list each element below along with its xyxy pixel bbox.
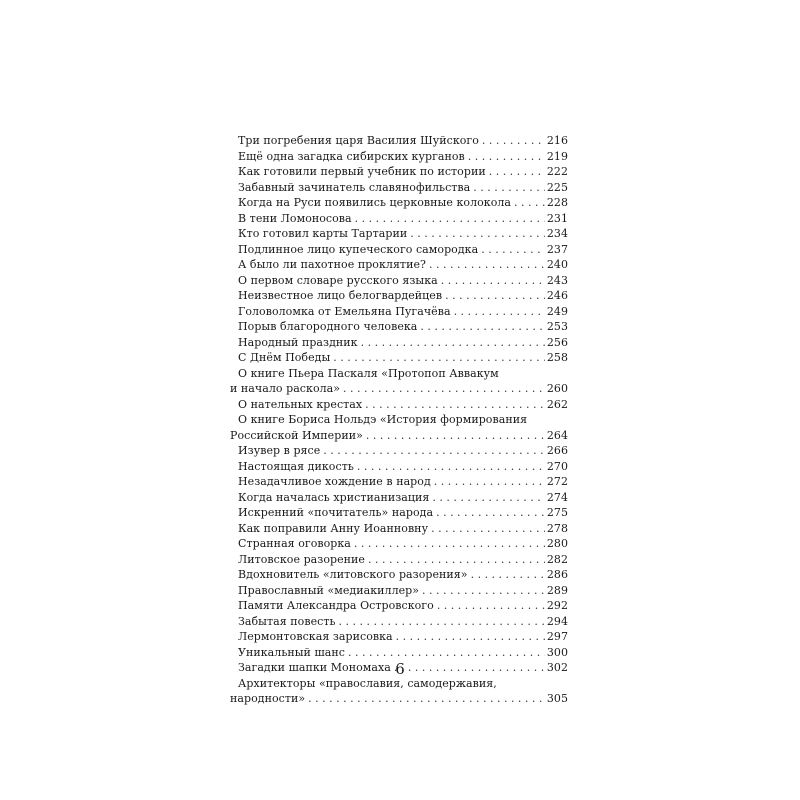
- toc-entry-title: Три погребения царя Василия Шуйского: [238, 134, 479, 147]
- dot-leader: [339, 614, 545, 630]
- toc-entry-page: 216: [546, 134, 568, 147]
- dot-leader: [410, 226, 545, 242]
- dot-leader: [468, 149, 545, 165]
- toc-entry: [230, 350, 568, 366]
- toc-entry-page: 278: [546, 521, 568, 535]
- dot-leader: [323, 443, 545, 459]
- toc-entry: [230, 521, 568, 537]
- toc-entry: [230, 614, 568, 630]
- toc-entry-title: Изувер в рясе: [238, 444, 321, 457]
- toc-entry-title: Забавный зачинатель славянофильства: [238, 180, 471, 194]
- toc-entry: [230, 226, 568, 242]
- toc-entry-title: О книге Бориса Нольдэ «История формирования: [238, 413, 528, 426]
- dot-leader: [481, 242, 545, 258]
- toc-entry-title: Странная оговорка: [238, 537, 351, 550]
- toc-entry-page: 234: [546, 227, 568, 240]
- dot-leader: [441, 273, 545, 289]
- dot-leader: [437, 598, 545, 614]
- toc-entry: [230, 505, 568, 521]
- toc-entry-title: А было ли пахотное проклятие?: [238, 258, 426, 271]
- toc-entry: [230, 443, 568, 459]
- toc-entry-title: Памяти Александра Островского: [238, 599, 434, 612]
- toc-entry-page: 246: [546, 289, 568, 302]
- toc-entry-page: 305: [546, 692, 568, 705]
- toc-entry-title: Ещё одна загадка сибирских курганов: [238, 149, 465, 163]
- toc-entry-title: Лермонтовская зарисовка: [238, 630, 393, 643]
- toc-entry-page: 272: [546, 475, 568, 488]
- toc-entry-title: Подлинное лицо купеческого самородка: [238, 242, 479, 256]
- toc-entry: [230, 149, 568, 165]
- toc-entry-page: 237: [546, 242, 568, 256]
- toc-entry-page: 274: [546, 490, 568, 504]
- toc-entry-title: Российской Империи»: [230, 428, 363, 442]
- dot-leader: [445, 288, 545, 304]
- toc-entry: [230, 335, 568, 351]
- toc-entry: [230, 211, 568, 227]
- dot-leader: [365, 397, 545, 413]
- toc-entry: [230, 273, 568, 289]
- toc-entry-page: 300: [546, 645, 568, 659]
- page-number: 6: [395, 660, 405, 678]
- dot-leader: [361, 335, 545, 351]
- toc-entry-title: Как готовили первый учебник по истории: [238, 165, 486, 178]
- toc-entry: [230, 536, 568, 552]
- dot-leader: [473, 180, 545, 196]
- toc-entry: [230, 164, 568, 180]
- toc-entry-page: 243: [546, 273, 568, 287]
- toc-entry-page: 260: [546, 382, 568, 395]
- toc-entry-page: 297: [546, 630, 568, 643]
- toc-entry-page: 289: [546, 583, 568, 597]
- dot-leader: [432, 490, 544, 506]
- toc-entry-page: 286: [546, 568, 568, 581]
- toc-entry-page: 249: [546, 304, 568, 318]
- toc-entry-title: О первом словаре русского языка: [238, 273, 438, 287]
- toc-entry-title: Народный праздник: [238, 335, 358, 349]
- dot-leader: [357, 459, 545, 475]
- dot-leader: [454, 304, 545, 320]
- dot-leader: [348, 645, 545, 661]
- dot-leader: [368, 552, 545, 568]
- toc-entry-page: 256: [546, 335, 568, 349]
- toc-entry-page: 225: [546, 180, 568, 194]
- toc-entry-title: Порыв благородного человека: [238, 320, 418, 333]
- toc-entry-title: Кто готовил карты Тартарии: [238, 227, 408, 240]
- dot-leader: [471, 567, 545, 583]
- dot-leader: [431, 521, 545, 537]
- toc-entry-page: 262: [546, 397, 568, 411]
- toc-entry-page: 240: [546, 258, 568, 271]
- toc-entry: [230, 257, 568, 273]
- dot-leader: [482, 133, 545, 149]
- dot-leader: [514, 195, 545, 211]
- toc-entry: [230, 490, 568, 506]
- dot-leader: [355, 211, 545, 227]
- toc-entry-page: 253: [546, 320, 568, 333]
- toc-entry: [230, 474, 568, 490]
- dot-leader: [436, 505, 545, 521]
- toc-entry-page: 292: [546, 599, 568, 612]
- toc-entry-title: Забытая повесть: [238, 614, 336, 628]
- toc-entry-page: 280: [546, 537, 568, 550]
- toc-entry: [230, 567, 568, 583]
- dot-leader: [308, 691, 545, 707]
- toc-entry-title: С Днём Победы: [238, 351, 331, 364]
- toc-entry-page: 228: [546, 196, 568, 209]
- dot-leader: [422, 583, 545, 599]
- toc-entry: [230, 397, 568, 413]
- toc-entry: [230, 459, 568, 475]
- dot-leader: [333, 350, 545, 366]
- toc-entry-title: и начало раскола»: [230, 382, 341, 395]
- toc-entry-title: народности»: [230, 692, 306, 705]
- dot-leader: [354, 536, 545, 552]
- toc-entry: [230, 319, 568, 335]
- toc-entry-page: 270: [546, 459, 568, 473]
- toc-entry-title: О книге Пьера Паскаля «Протопоп Аввакум: [238, 366, 499, 380]
- dot-leader: [396, 629, 545, 645]
- toc-entry-page: 266: [546, 444, 568, 457]
- toc-entry-page: 302: [546, 661, 568, 674]
- dot-leader: [420, 319, 544, 335]
- toc-entry-title: О нательных крестах: [238, 397, 363, 411]
- toc-entry: [230, 304, 568, 320]
- toc-entry-page: 222: [546, 165, 568, 178]
- toc-entry-title: Загадки шапки Мономаха: [238, 661, 391, 674]
- toc-entry-title: Уникальный шанс: [238, 645, 345, 659]
- toc-entry-page: 264: [546, 428, 568, 442]
- toc-entry-title: Вдохновитель «литовского разорения»: [238, 568, 468, 581]
- toc-entry-title: Искренний «почитатель» народа: [238, 506, 434, 519]
- toc-entry-title: Когда на Руси появились церковные колокола: [238, 196, 512, 209]
- toc-entry: [230, 180, 568, 196]
- toc-entry-page: 219: [546, 149, 568, 163]
- toc-entry-title: Как поправили Анну Иоанновну: [238, 521, 429, 535]
- toc-entry-title: Головоломка от Емельяна Пугачёва: [238, 304, 451, 318]
- toc-entry: [230, 583, 568, 599]
- table-of-contents: [230, 133, 568, 707]
- toc-entry-page: 231: [546, 211, 568, 225]
- toc-entry-page: 275: [546, 506, 568, 519]
- toc-entry: [230, 645, 568, 661]
- dot-leader: [343, 381, 545, 397]
- dot-leader: [366, 428, 545, 444]
- toc-entry: [230, 288, 568, 304]
- dot-leader: [434, 474, 545, 490]
- toc-entry-title: Настоящая дикость: [238, 459, 354, 473]
- toc-entry-page: 258: [546, 351, 568, 364]
- toc-entry: [230, 412, 568, 443]
- toc-entry-title: Незадачливое хождение в народ: [238, 475, 431, 488]
- toc-entry: [230, 629, 568, 645]
- toc-entry-title: Православный «медиакиллер»: [238, 583, 420, 597]
- toc-entry-title: В тени Ломоносова: [238, 211, 352, 225]
- toc-entry: [230, 195, 568, 211]
- toc-entry-title: Архитекторы «православия, самодержавия,: [238, 676, 497, 690]
- toc-entry: [230, 133, 568, 149]
- toc-entry-title: Когда началась христианизация: [238, 490, 430, 504]
- toc-entry-page: 282: [546, 552, 568, 566]
- toc-entry: [230, 366, 568, 397]
- toc-entry: [230, 676, 568, 707]
- toc-entry: [230, 598, 568, 614]
- toc-entry-title: Неизвестное лицо белогвардейцев: [238, 289, 443, 302]
- toc-entry-title: Литовское разорение: [238, 552, 365, 566]
- dot-leader: [429, 257, 545, 273]
- toc-entry-page: 294: [546, 614, 568, 628]
- dot-leader: [489, 164, 545, 180]
- toc-entry: [230, 552, 568, 568]
- toc-entry: [230, 242, 568, 258]
